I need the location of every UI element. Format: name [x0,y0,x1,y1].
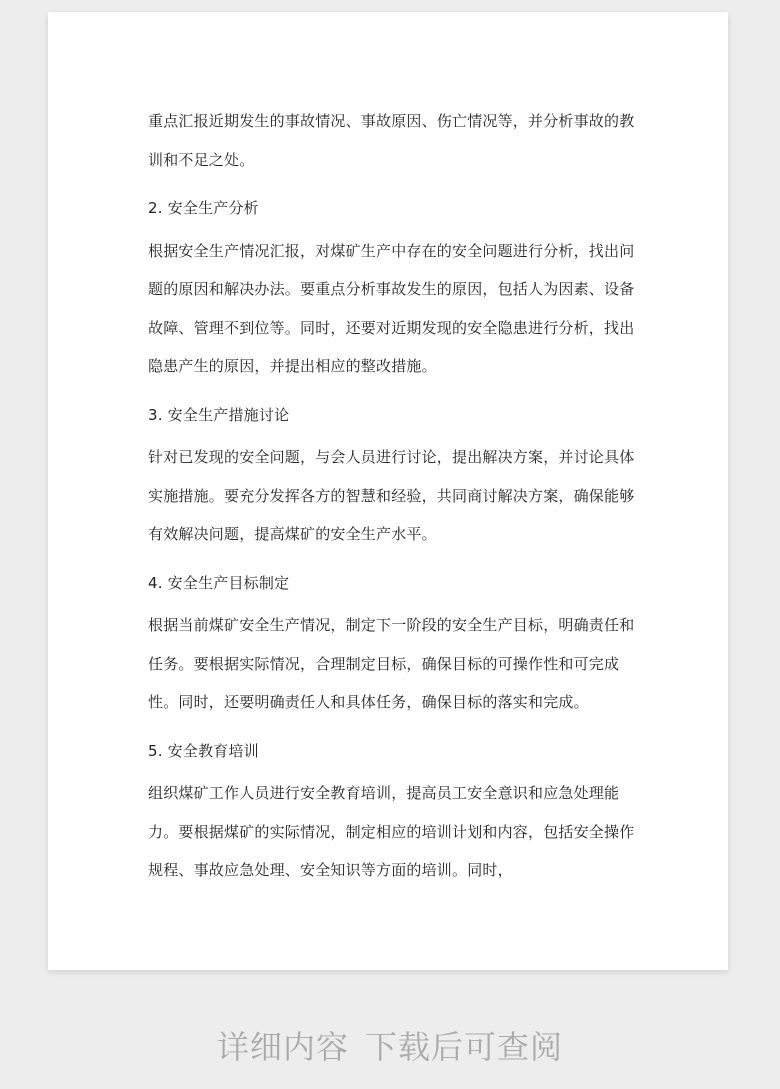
download-prompt[interactable] [0,1022,780,1068]
document-content [148,102,648,890]
section-heading: 3. 安全生产措施讨论 [148,405,290,424]
section-body: 针对已发现的安全问题，与会人员进行讨论，提出解决方案，并讨论具体实施措施。要充分发挥各方的智慧和经验，共同商讨解决方案，确保能够有效解决问题，提高煤矿的安全生产水平。 [148,448,635,543]
footer-text-right: 下载后可查阅 [365,1028,564,1066]
section-body: 根据当前煤矿安全生产情况，制定下一阶段的安全生产目标，明确责任和任务。要根据实际情况，合理制定目标，确保目标的可操作性和可完成性。同时，还要明确责任人和具体任务，确保目标的落实和完成。 [148,616,635,711]
section-body: 根据安全生产情况汇报，对煤矿生产中存在的安全问题进行分析，找出问题的原因和解决办法。要重点分析事故发生的原因，包括人为因素、设备故障、管理不到位等。同时，还要对近期发现的安全隐患进行分析，找出隐患产生的原因，并提出相应的整改措施。 [148,241,635,375]
section-heading: 2. 安全生产分析 [148,199,259,217]
section-body: 组织煤矿工作人员进行安全教育培训，提高员工安全意识和应急处理能力。要根据煤矿的实际情况，制定相应的培训计划和内容，包括安全操作规程、事故应急处理、安全知识等方面的培训。同时， [148,784,635,879]
intro-paragraph: 重点汇报近期发生的事故情况、事故原因、伤亡情况等，并分析事故的教训和不足之处。 [148,112,635,169]
document-page [48,12,728,970]
section-heading: 5. 安全教育培训 [148,741,259,760]
section-heading: 4. 安全生产目标制定 [148,573,290,592]
footer-text-left: 详细内容 [216,1028,349,1066]
